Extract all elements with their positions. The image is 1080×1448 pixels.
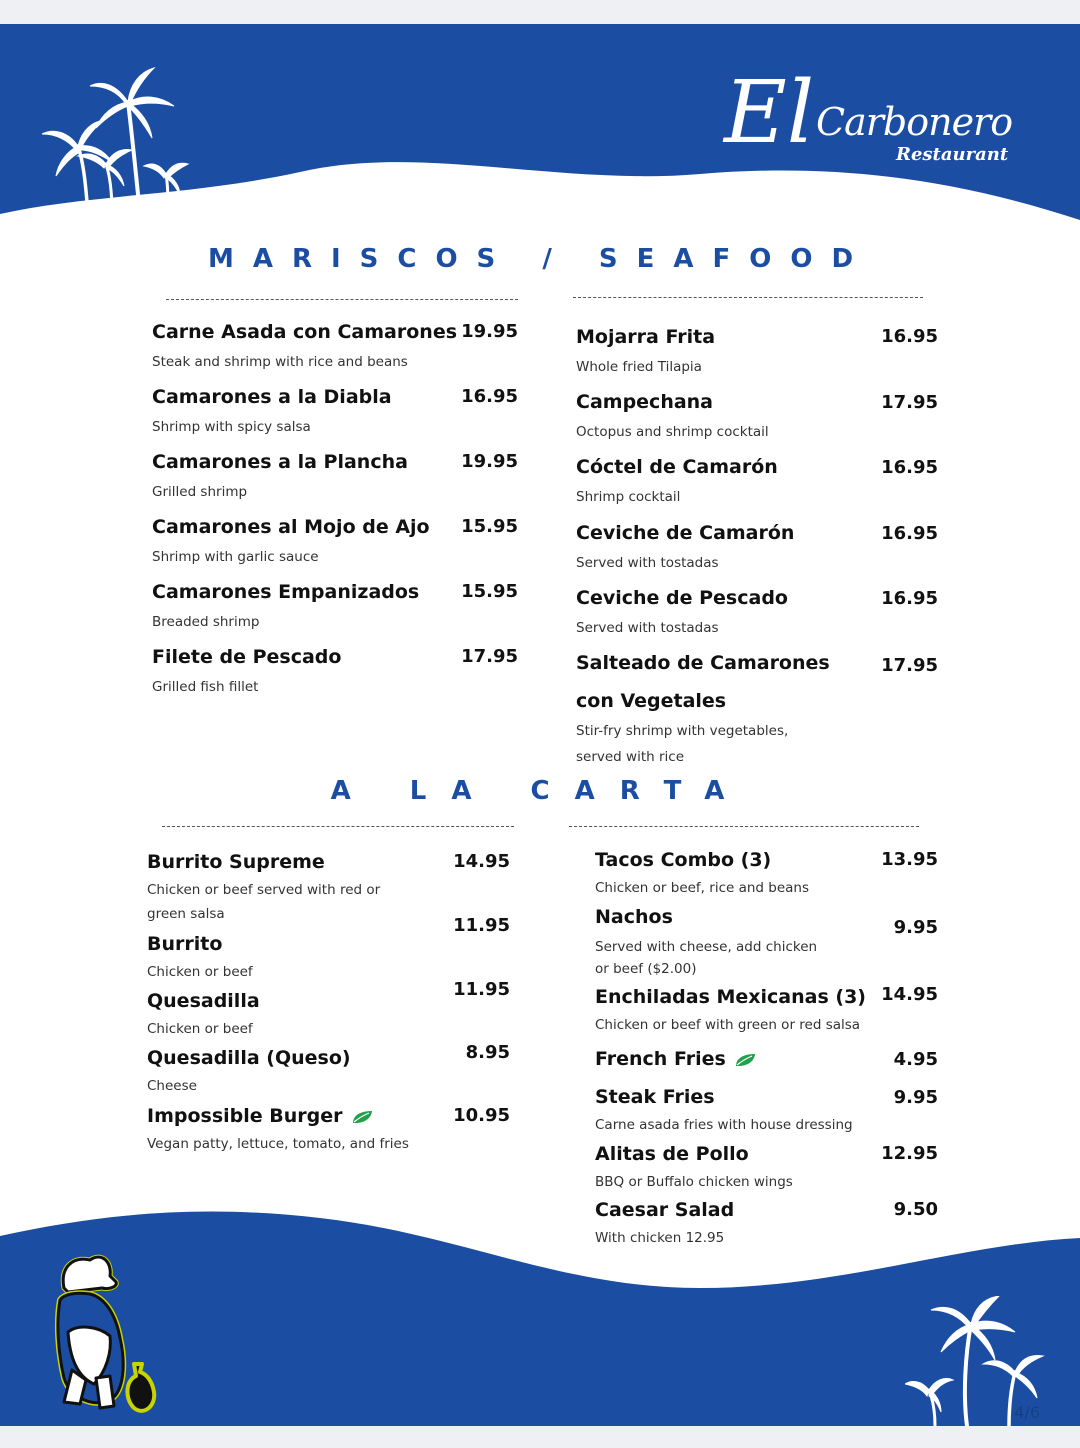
item-name: Burrito Supreme (147, 851, 325, 873)
item-price: 16.95 (881, 457, 938, 478)
item-price: 15.95 (461, 516, 518, 537)
menu-item (576, 520, 946, 585)
item-description-line-2: green salsa (147, 906, 225, 922)
item-name: Camarones Empanizados (152, 581, 420, 603)
item-name-text: Impossible Burger (147, 1105, 343, 1127)
leaf-icon (351, 1110, 373, 1124)
item-price: 16.95 (461, 386, 518, 407)
item-name: Filete de Pescado (152, 646, 342, 668)
item-price: 17.95 (461, 646, 518, 667)
item-price: 10.95 (453, 1105, 510, 1126)
menu-item (595, 1084, 965, 1141)
item-price: 16.95 (881, 523, 938, 544)
item-price: 14.95 (453, 851, 510, 872)
divider (166, 299, 518, 300)
item-description-line-2: or beef ($2.00) (595, 961, 697, 977)
page-indicator: 4/6 (1014, 1403, 1040, 1422)
item-name: Caesar Salad (595, 1199, 735, 1221)
item-description: Cheese (147, 1078, 197, 1094)
a-la-carta-right-column (595, 847, 965, 1253)
item-name-line-2: con Vegetales (576, 690, 727, 712)
item-price: 17.95 (881, 655, 938, 676)
item-name: Enchiladas Mexicanas (3) (595, 986, 866, 1008)
menu-item (147, 1103, 517, 1161)
menu-item (147, 1042, 517, 1103)
logo-subtitle: Restaurant (896, 144, 1009, 165)
item-description: Served with tostadas (576, 620, 719, 636)
a-la-carta-left-column (147, 849, 517, 1161)
item-description: Steak and shrimp with rice and beans (152, 354, 408, 370)
logo-initial: El (724, 63, 815, 163)
item-price: 9.95 (893, 1087, 938, 1108)
menu-item (595, 847, 965, 904)
item-description: Grilled fish fillet (152, 679, 259, 695)
item-name: Salteado de Camarones (576, 652, 830, 674)
seafood-section-title: MARISCOS / SEAFOOD (207, 244, 873, 274)
menu-item (576, 650, 946, 765)
item-name: Carne Asada con Camarones (152, 321, 458, 343)
item-description: Octopus and shrimp cocktail (576, 424, 769, 440)
menu-item (595, 904, 965, 984)
divider (162, 826, 514, 827)
item-name: Ceviche de Camarón (576, 522, 795, 544)
item-description: Stir-fry shrimp with vegetables, (576, 723, 789, 739)
palm-trees-top-left (28, 64, 198, 224)
restaurant-logo (724, 63, 1024, 178)
menu-item (152, 514, 522, 579)
item-description: Chicken or beef served with red or (147, 882, 381, 898)
item-name: Cóctel de Camarón (576, 456, 778, 478)
divider (569, 826, 919, 827)
item-description: Shrimp cocktail (576, 489, 681, 505)
item-name: Burrito (147, 933, 223, 955)
menu-item (576, 324, 946, 389)
item-description: Shrimp with garlic sauce (152, 549, 319, 565)
menu-item (147, 979, 517, 1045)
item-price: 8.95 (465, 1042, 510, 1063)
item-description: BBQ or Buffalo chicken wings (595, 1174, 793, 1190)
menu-item (595, 1046, 965, 1084)
item-price: 9.50 (893, 1199, 938, 1220)
leaf-icon (734, 1053, 756, 1067)
item-name: Campechana (576, 391, 714, 413)
item-description: Grilled shrimp (152, 484, 248, 500)
item-name: Mojarra Frita (576, 326, 716, 348)
item-price: 11.95 (453, 915, 510, 936)
menu-item (152, 449, 522, 514)
item-name: Tacos Combo (3) (595, 849, 772, 871)
item-description: Chicken or beef (147, 964, 253, 980)
menu-item (152, 644, 522, 709)
a-la-carta-section-title: A LA CARTA (330, 776, 750, 806)
item-description-line-2: served with rice (576, 749, 685, 765)
item-description: With chicken 12.95 (595, 1230, 725, 1246)
item-description: Carne asada fries with house dressing (595, 1117, 853, 1133)
item-name: Ceviche de Pescado (576, 587, 788, 609)
menu-item (152, 384, 522, 449)
item-description: Chicken or beef, rice and beans (595, 880, 810, 896)
menu-item (576, 454, 946, 520)
item-name: Camarones a la Plancha (152, 451, 408, 473)
item-price: 4.95 (893, 1049, 938, 1070)
item-description: Breaded shrimp (152, 614, 260, 630)
item-name: Camarones a la Diabla (152, 386, 392, 408)
seafood-right-column (576, 324, 946, 765)
logo-name: Carbonero (816, 100, 1013, 144)
menu-page (0, 24, 1080, 1426)
menu-item (576, 585, 946, 650)
item-price: 13.95 (881, 849, 938, 870)
item-price: 9.95 (893, 917, 938, 938)
item-name: Quesadilla (147, 990, 260, 1012)
divider (573, 297, 923, 298)
item-price: 16.95 (881, 326, 938, 347)
item-price: 16.95 (881, 588, 938, 609)
item-price: 17.95 (881, 392, 938, 413)
menu-item (595, 1141, 965, 1197)
item-description: Whole fried Tilapia (576, 359, 702, 375)
item-price: 12.95 (881, 1143, 938, 1164)
menu-item (576, 389, 946, 454)
item-name-text: French Fries (595, 1048, 726, 1070)
menu-item (152, 579, 522, 644)
item-description: Chicken or beef (147, 1021, 253, 1037)
item-name: Nachos (595, 906, 673, 928)
item-name: Camarones al Mojo de Ajo (152, 516, 430, 538)
item-description: Vegan patty, lettuce, tomato, and fries (147, 1136, 409, 1152)
menu-item (595, 984, 965, 1046)
seafood-left-column (152, 319, 522, 709)
item-description: Served with cheese, add chicken (595, 939, 818, 955)
mascot-figure-icon (50, 1252, 160, 1422)
item-price: 19.95 (461, 321, 518, 342)
item-description: Served with tostadas (576, 555, 719, 571)
item-price: 15.95 (461, 581, 518, 602)
menu-item (152, 319, 522, 384)
item-price: 19.95 (461, 451, 518, 472)
item-description: Chicken or beef with green or red salsa (595, 1017, 861, 1033)
item-price: 11.95 (453, 979, 510, 1000)
item-price: 14.95 (881, 984, 938, 1005)
item-name: Quesadilla (Queso) (147, 1047, 351, 1069)
item-name: Steak Fries (595, 1086, 715, 1108)
item-description: Shrimp with spicy salsa (152, 419, 311, 435)
item-name: Alitas de Pollo (595, 1143, 749, 1165)
